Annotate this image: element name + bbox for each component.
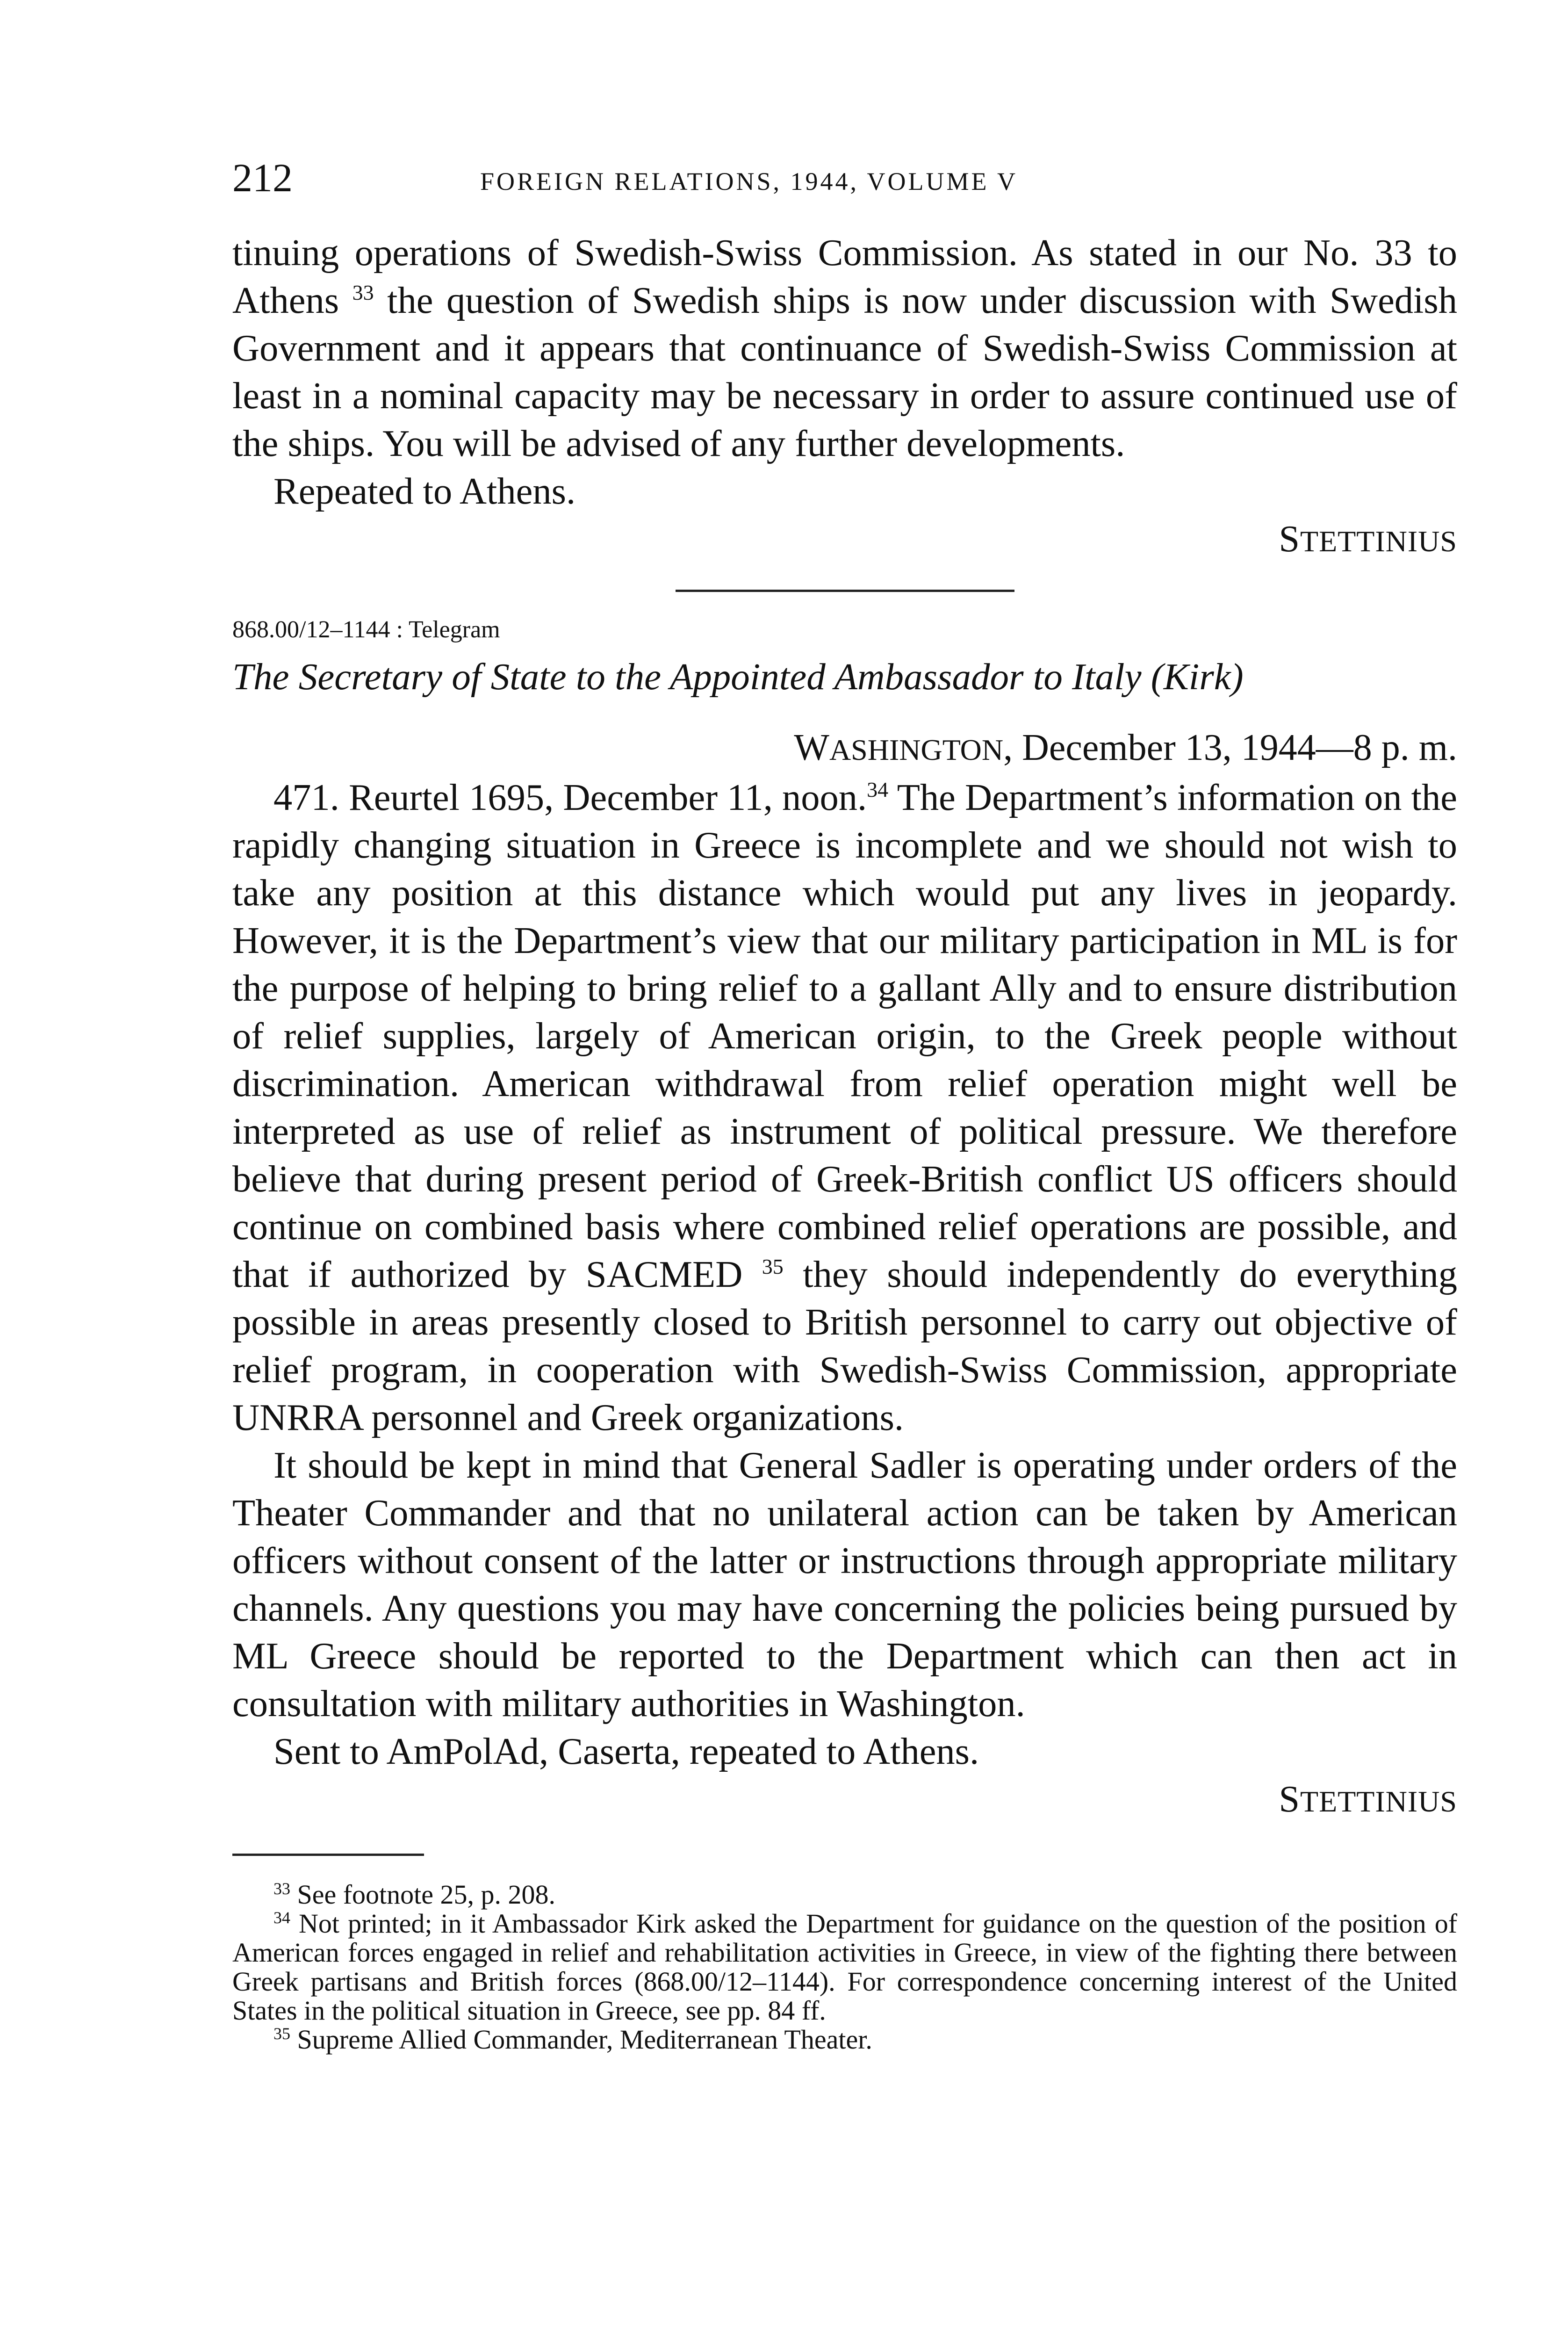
footnotes xyxy=(232,1880,1457,2054)
page xyxy=(232,154,1457,2054)
footnote-33 xyxy=(232,1880,1457,1909)
dateline-date: , December 13, 1944—8 p. m. xyxy=(1003,727,1457,768)
telegram-document xyxy=(232,613,1457,1826)
continuation-paragraph xyxy=(232,229,1457,468)
paragraph-1-a: 471. Reurtel 1695, December 11, noon. xyxy=(273,777,867,818)
page-header xyxy=(232,154,1457,210)
signature-rest: TETTINIUS xyxy=(1300,1785,1457,1818)
document-heading: The Secretary of State to the Appointed Ambassador to Italy (Kirk) xyxy=(232,656,1244,698)
signature-initial: S xyxy=(1279,1779,1300,1820)
dateline-place: ASHINGTON xyxy=(829,733,1004,766)
footnote-text: Supreme Allied Commander, Mediterranean Theater. xyxy=(297,2024,872,2055)
continuation-block xyxy=(232,229,1457,565)
telegram-body xyxy=(232,774,1457,1826)
footnote-34 xyxy=(232,1909,1457,2025)
paragraph-1-c: they should independently do everything possible in areas presently closed to British personnel to carry out objective of relief program, in cooperation with Swedish-Swiss Commission, appropriate UNRRA personnel and Greek organizations. xyxy=(232,1254,1458,1438)
footnote-35 xyxy=(232,2025,1457,2054)
signature xyxy=(232,515,1457,565)
continuation-text-2: the question of Swedish ships is now under discussion with Swedish Government and it appears that continuance of Swedish-Swiss Commission at least in a nominal capacity may be necessary in order to assure continued use of the ships. You will be advised of any further developments. xyxy=(232,280,1457,464)
paragraph-2: It should be kept in mind that General Sadler is operating under orders of the Theater Commander and that no unilateral action can be taken by American officers without consent of the latter or instructions through appropriate military channels. Any questions you may have concerning the policies being pursued by ML Greece should be reported to the Department which can then act in consultation with military authorities in Washington. xyxy=(232,1444,1457,1725)
dateline-place-initial: W xyxy=(794,727,829,768)
footnote-number: 34 xyxy=(273,1908,290,1927)
footnote-text: Not printed; in it Ambassador Kirk asked the Department for guidance on the question of the position of American forces engaged in relief and rehabilitation activities in Greece, in view of the fighting there between Greek partisans and British forces (868.00/12–1144). For correspondence concerning interest of the United States in the political situation in Greece, see pp. 84 ff. xyxy=(232,1908,1458,2026)
paragraph-1 xyxy=(232,774,1457,1442)
signature xyxy=(232,1775,1457,1826)
running-head: FOREIGN RELATIONS, 1944, VOLUME V xyxy=(480,167,1018,195)
footnote-ref-35[interactable]: 35 xyxy=(762,1255,784,1278)
continuation-text-1: tinuing operations of Swedish-Swiss Commission. As stated in our No. 33 to Athens xyxy=(232,232,1457,321)
paragraph-1-b: The Department’s information on the rapidly changing situation in Greece is incomplete and we should not wish to take any position at this distance which would put any lives in jeopardy. However, it is the Department’s view that our military participation in ML is for the purpose of helping to bring relief to a gallant Ally and to ensure distribution of relief supplies, largely of American origin, to the Greek people without discrimination. American withdrawal from relief operation might well be interpreted as use of relief as instrument of political pressure. We therefore believe that during present period of Greek-British conflict US officers should continue on combined basis where combined relief operations are possible, and that if authorized by SACMED xyxy=(232,777,1457,1295)
dateline xyxy=(232,724,1457,774)
footnote-divider xyxy=(232,1854,424,1856)
footnote-ref-34[interactable]: 34 xyxy=(867,778,889,801)
footnote-number: 35 xyxy=(273,2024,290,2043)
signature-rest: TETTINIUS xyxy=(1300,525,1457,558)
footnote-number: 33 xyxy=(273,1879,290,1898)
signature-initial: S xyxy=(1279,519,1300,560)
page-number: 212 xyxy=(232,155,293,200)
footnote-text: See footnote 25, p. 208. xyxy=(297,1879,556,1910)
section-divider xyxy=(676,590,1014,592)
footnote-ref-33[interactable]: 33 xyxy=(352,281,374,304)
sent-line: Sent to AmPolAd, Caserta, repeated to Athens. xyxy=(273,1731,979,1772)
repeated-line: Repeated to Athens. xyxy=(273,470,576,512)
file-reference: 868.00/12–1144 : Telegram xyxy=(232,616,500,643)
